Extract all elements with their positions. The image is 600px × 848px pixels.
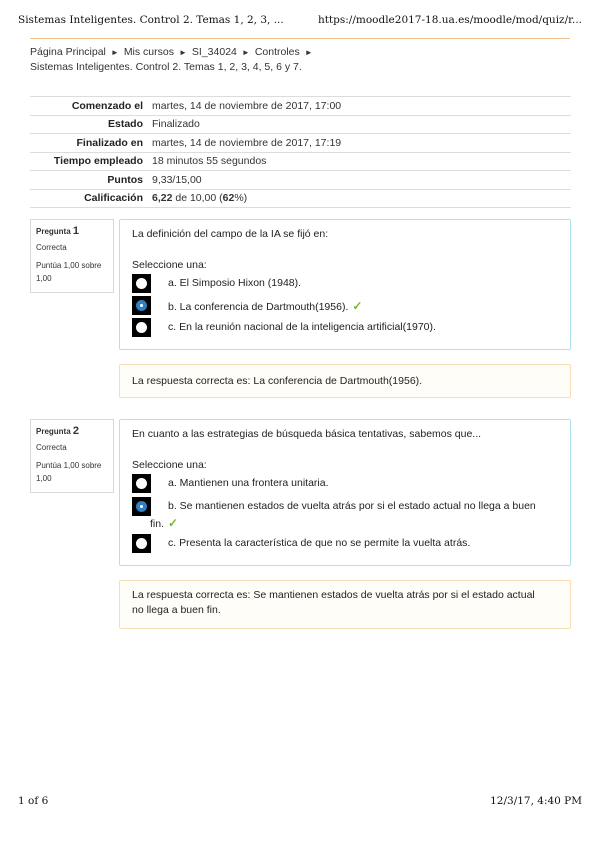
attempt-summary <box>30 96 571 208</box>
option-label-wrap <box>150 516 178 530</box>
summary-row <box>30 115 571 134</box>
breadcrumb-controls[interactable]: Controles <box>254 46 300 58</box>
answer-prompt: Seleccione una: <box>132 259 207 271</box>
summary-row <box>30 97 571 116</box>
radio-button[interactable] <box>132 318 151 337</box>
correct-answer-feedback <box>119 364 571 398</box>
document-title: Sistemas Inteligentes. Control 2. Temas 1, 2, 3, ... <box>18 14 284 26</box>
summary-row-grade <box>30 189 571 208</box>
option-label[interactable]: c. Presenta la característica de que no se permite la vuelta atrás. <box>168 537 471 549</box>
question-text: En cuanto a las estrategias de búsqueda básica tentativas, sabemos que... <box>132 428 482 440</box>
grade-close: %) <box>234 192 248 205</box>
radio-button[interactable] <box>132 474 151 493</box>
feedback-text-continued: no llega a buen fin. <box>132 604 221 616</box>
answer-option <box>132 497 562 529</box>
grade-score: 6,22 <box>152 192 173 205</box>
radio-button-selected[interactable] <box>132 296 151 315</box>
option-label-continued[interactable]: fin. <box>150 518 165 530</box>
question-status: Correcta <box>36 443 67 452</box>
triangle-right-icon: ► <box>179 48 187 57</box>
question-content <box>119 419 571 566</box>
summary-row <box>30 134 571 153</box>
option-label[interactable]: a. El Simposio Hixon (1948). <box>168 277 302 289</box>
radio-button-selected[interactable] <box>132 497 151 516</box>
option-label[interactable]: b. Se mantienen estados de vuelta atrás por si el estado actual no llega a buen <box>168 500 536 512</box>
option-label[interactable]: a. Mantienen una frontera unitaria. <box>168 477 329 489</box>
question-number: Pregunta 2 <box>36 425 80 437</box>
page-url: https://moodle2017-18.ua.es/moodle/mod/quiz/r... <box>317 14 582 26</box>
summary-value: Finalizado <box>152 115 571 134</box>
radio-button[interactable] <box>132 274 151 293</box>
breadcrumb-my-courses[interactable]: Mis cursos <box>123 46 174 58</box>
feedback-text: La respuesta correcta es: Se mantienen estados de vuelta atrás por si el estado actual <box>132 589 535 601</box>
triangle-right-icon: ► <box>304 48 313 57</box>
feedback-text: La respuesta correcta es: La conferencia de Dartmouth(1956). <box>132 375 423 387</box>
summary-value: martes, 14 de noviembre de 2017, 17:19 <box>152 134 571 153</box>
summary-value: 9,33/15,00 <box>152 171 571 190</box>
radio-button[interactable] <box>132 534 151 553</box>
question-text: La definición del campo de la IA se fijó en: <box>132 228 329 240</box>
summary-label: Comenzado el <box>30 97 152 116</box>
page-count: 1 of 6 <box>18 795 49 807</box>
grade-out-of: de 10,00 ( <box>172 192 223 205</box>
breadcrumb-course[interactable]: SI_34024 <box>191 46 237 58</box>
summary-label: Estado <box>30 115 152 134</box>
print-datetime: 12/3/17, 4:40 PM <box>490 795 582 807</box>
grade-label: Calificación <box>30 189 152 208</box>
grade-value <box>152 189 571 208</box>
question-status: Correcta <box>36 243 67 252</box>
summary-value: martes, 14 de noviembre de 2017, 17:00 <box>152 97 571 116</box>
triangle-right-icon: ► <box>110 48 119 57</box>
option-label-row <box>168 299 362 313</box>
summary-label: Puntos <box>30 171 152 190</box>
summary-value: 18 minutos 55 segundos <box>152 152 571 171</box>
summary-label: Tiempo empleado <box>30 152 152 171</box>
triangle-right-icon: ► <box>241 48 250 57</box>
summary-row <box>30 171 571 190</box>
question-content <box>119 219 571 350</box>
question-info <box>30 419 114 493</box>
header-divider <box>30 38 570 39</box>
print-header <box>18 14 582 30</box>
question-info <box>30 219 114 293</box>
summary-label: Finalizado en <box>30 134 152 153</box>
breadcrumb-current[interactable]: Sistemas Inteligentes. Control 2. Temas 1, 2, 3, 4, 5, 6 y 7. <box>30 61 302 73</box>
correct-answer-feedback <box>119 580 571 629</box>
answer-prompt: Seleccione una: <box>132 459 207 471</box>
option-label[interactable]: c. En la reunión nacional de la inteligencia artificial(1970). <box>168 321 436 333</box>
option-label[interactable]: b. La conferencia de Dartmouth(1956). <box>168 301 349 313</box>
breadcrumb <box>30 45 570 75</box>
question-points: Puntúa 1,00 sobre 1,00 <box>36 461 102 483</box>
grade-percent: 62 <box>222 192 235 205</box>
question-points: Puntúa 1,00 sobre 1,00 <box>36 261 102 283</box>
summary-row <box>30 152 571 171</box>
breadcrumb-home[interactable]: Página Principal <box>30 46 106 58</box>
check-icon: ✓ <box>352 299 363 313</box>
check-icon: ✓ <box>168 516 179 530</box>
question-number: Pregunta 1 <box>36 225 80 237</box>
